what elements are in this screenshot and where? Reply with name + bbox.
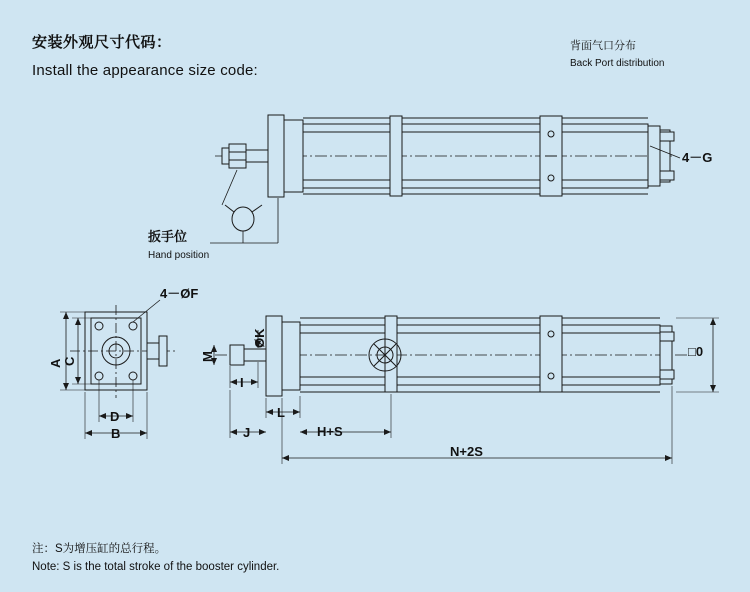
label-l: L [277,405,285,420]
page-title-cn: 安装外观尺寸代码： [32,34,172,51]
label-a: A [48,358,63,368]
label-n-plus-2s: N+2S [450,444,483,459]
label-hand-position-en: Hand position [148,250,210,261]
label-m: M [200,351,215,362]
label-phi-k: ØK [252,328,267,348]
label-4-phi-f: 4－ØF [160,286,199,301]
label-hand-position-cn: 扳手位 [148,229,188,244]
label-i: I [240,375,244,390]
back-port-note-en: Back Port distribution [570,58,665,69]
footer-note-en: Note: S is the total stroke of the booster cylinder. [32,561,280,573]
label-b: B [111,426,121,441]
label-square-o: □0 [688,344,704,359]
page-title-en: Install the appearance size code: [32,62,258,79]
label-d: D [110,409,120,424]
label-h-plus-s: H+S [317,424,343,439]
label-4-g: 4－G [682,150,713,165]
label-j: J [243,425,251,440]
label-c: C [62,356,77,366]
footer-note-cn: 注：S为增压缸的总行程。 [32,543,167,555]
back-port-note-cn: 背面气口分布 [570,40,636,52]
